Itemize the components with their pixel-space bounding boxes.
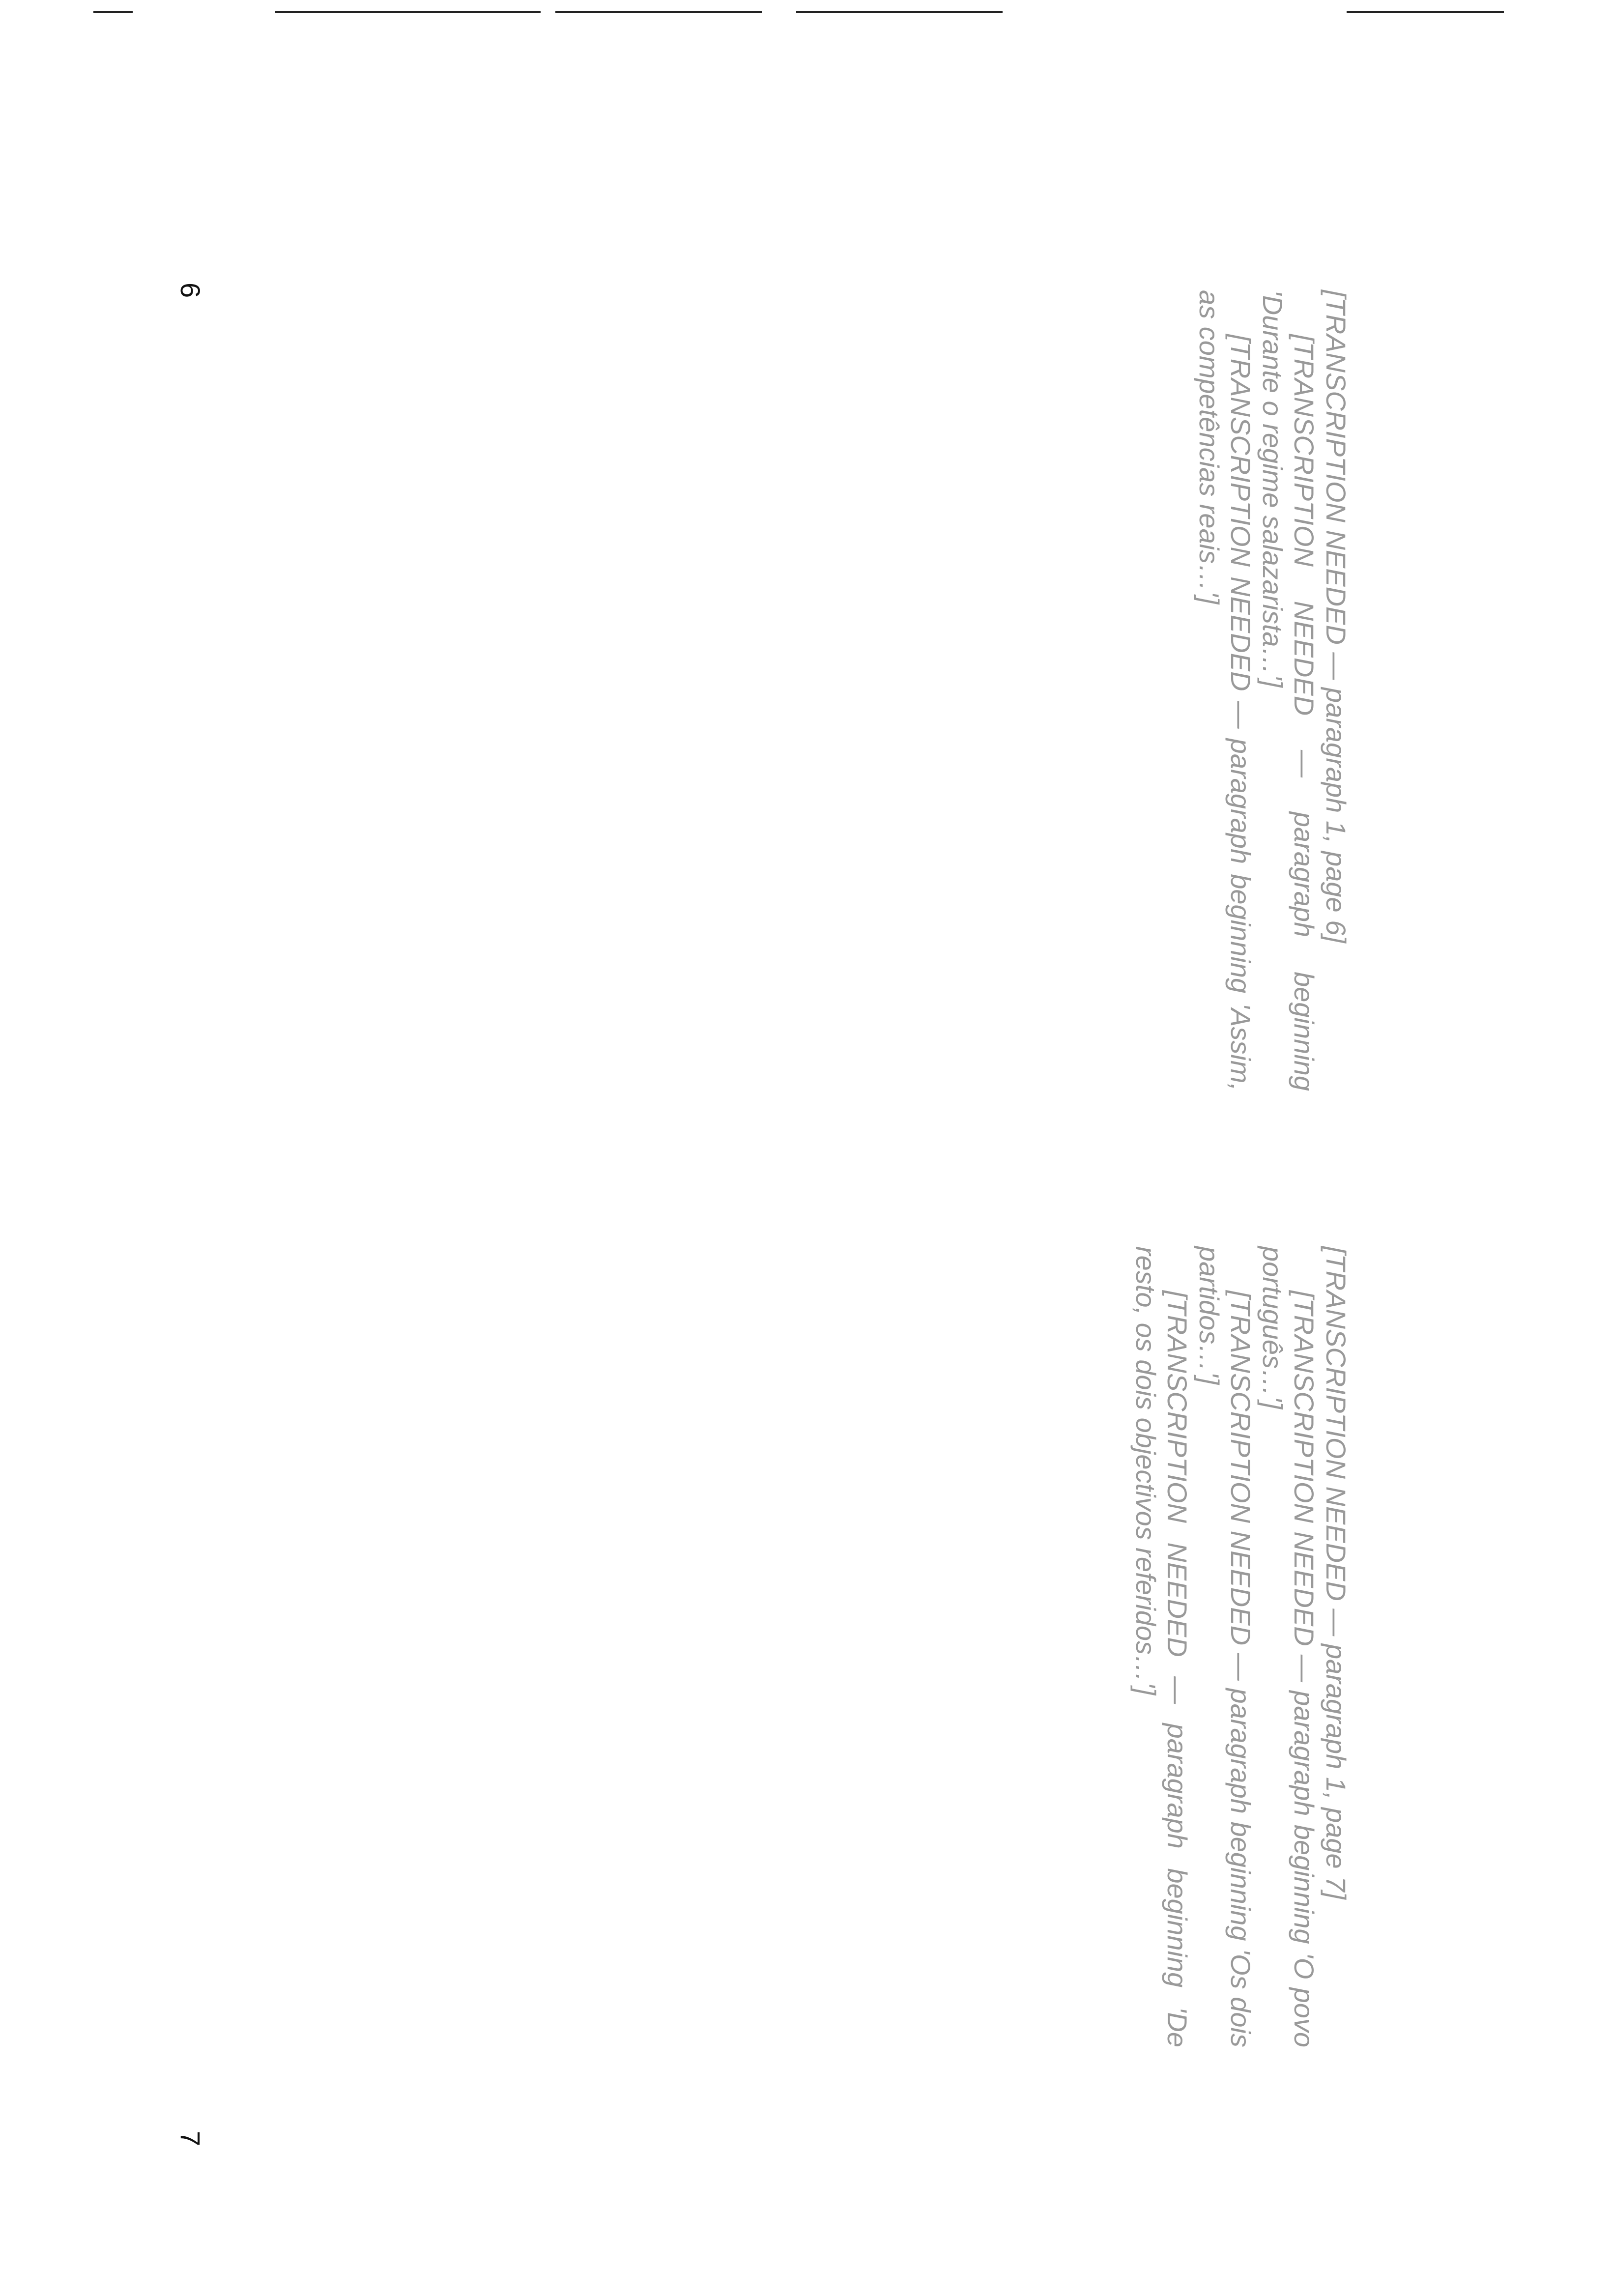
- page-7: [0, 1148, 1612, 2296]
- paragraph: [TRANSCRIPTION NEEDED — paragraph beginning 'Assim, as competências reais…']: [1194, 290, 1257, 1091]
- paragraph: [TRANSCRIPTION NEEDED — paragraph beginning 'Durante o regime salazarista…']: [1257, 290, 1320, 1091]
- page-number: 7: [175, 2131, 206, 2147]
- paragraph: [TRANSCRIPTION NEEDED — paragraph beginning 'Os dois partidos…']: [1194, 1246, 1257, 2047]
- paragraph: [TRANSCRIPTION NEEDED — paragraph beginning 'O povo português…']: [1257, 1246, 1320, 2047]
- paragraph: [TRANSCRIPTION NEEDED — paragraph beginning 'De resto, os dois objectivos referidos…']: [1130, 1246, 1193, 2047]
- text-column: [1130, 1246, 1352, 2047]
- page-number: 6: [175, 283, 206, 298]
- paragraph: [TRANSCRIPTION NEEDED — paragraph 1, page 7]: [1321, 1246, 1352, 1899]
- text-column: [1193, 290, 1352, 1091]
- paragraph: [TRANSCRIPTION NEEDED — paragraph 1, page 6]: [1321, 290, 1352, 943]
